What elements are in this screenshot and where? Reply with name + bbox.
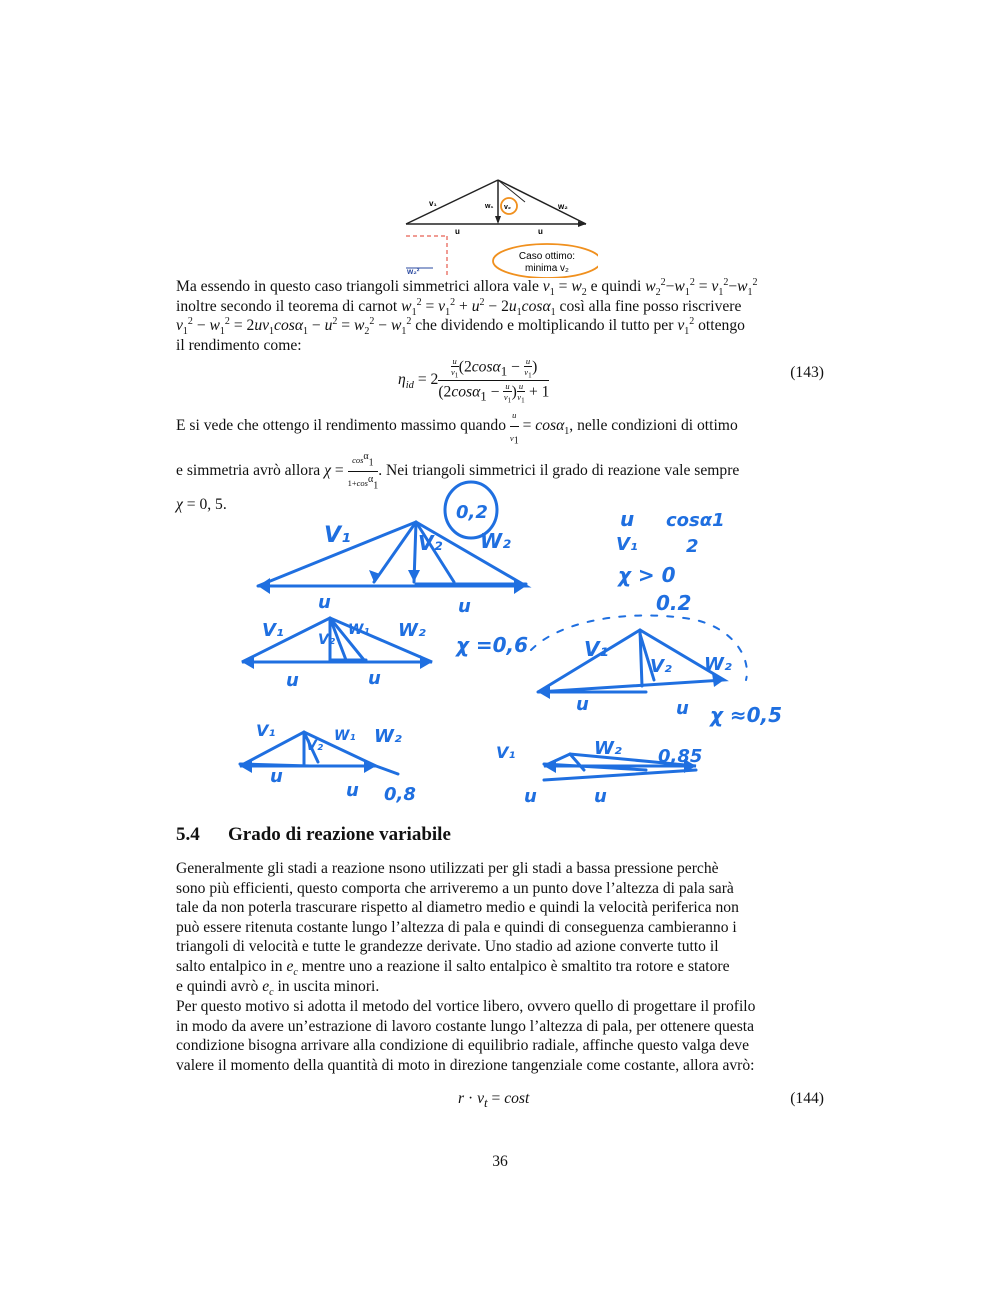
hw-two: 2	[686, 536, 699, 557]
hw-w2-a: W₂	[480, 529, 511, 553]
hw-v1-d: V₁	[256, 721, 276, 740]
label-u-left: u	[455, 227, 460, 236]
hw-val-08: 0,8	[384, 784, 416, 805]
hw-u-a2: u	[458, 596, 471, 617]
hw-w2-c: W₂	[704, 654, 732, 675]
section-number: 5.4	[176, 824, 200, 845]
equation-143: $\eta_{id} = 2$ $\frac{u}{v_1}$ (2cosα$_1$ − $\frac{u}{v_1}$ ) (2cosα$_1$ − $\frac{u}{v_1}$ ) $\frac{u}{v_1}$ + 1 (143)	[398, 356, 824, 405]
section-heading	[176, 824, 451, 846]
hw-w2-e: W₂	[594, 738, 622, 759]
paragraph-free-vortex: Per questo motivo si adotta il metodo del vortice libero, ovvero quello di progettare il profilo in modo da avere un’estrazione di lavoro costante lungo l’altezza di pala, per ottenere questa condizione bisogna arrivare alla condizione di equilibrio radiale, affinche questo valga deve valere il momento della quantità di moto in direzione tangenziale come costante, allora avrò:	[176, 998, 756, 1074]
paragraph-intro: Ma essendo in questo caso triangoli simmetrici allora vale $v_1 = w_2$ e quindi $w_2^2-w_1^2 = v_1^2-w_1^2$ inoltre secondo il teorema di carnot $w_1^2 = v_1^2 + u^2 - 2u_1\cos\alpha_1$ così alla fine posso riscrivere $v_1^2 - w_1^2 = 2uv_1\cos\alpha_1 - u^2 = w_2^2 - w_1^2$ che dividendo e moltiplicando il tutto per $v_1^2$ ottengo il rendimento come:	[176, 276, 758, 354]
callout-line2: minima v₂	[525, 263, 569, 274]
hw-v2-c: V₂	[650, 656, 672, 677]
paragraph-efficiency: E si vede che ottengo il rendimento massimo quando $\frac{u}{v_1}$ = cosα$_1$, nelle condizioni di ottimo e simmetria avrò allora χ = $\frac{\cos^\alpha_1}{1+\cos^\alpha_1}$ . Nei triangoli simmetrici il grado di reazione vale sempre χ = 0, 5.	[176, 404, 824, 516]
equation-number-143: (143)	[790, 364, 824, 381]
handwritten-triangles-sketch	[226, 470, 786, 810]
hw-ratio-den: V₁	[616, 534, 638, 555]
equation-number-144: (144)	[790, 1090, 824, 1107]
hw-v2-d: V₂	[306, 738, 323, 754]
hw-cos-note: cosα1	[666, 510, 725, 531]
hw-approx-02: 0.2	[656, 591, 692, 615]
hw-w1-d: W₁	[334, 728, 356, 744]
hw-w2-d: W₂	[374, 726, 402, 747]
hw-u-c1: u	[576, 694, 589, 715]
hw-v1-a: V₁	[324, 523, 351, 548]
hw-chi-05: χ ≈0,5	[710, 703, 783, 727]
hw-w1-b: W₁	[348, 622, 370, 638]
section-title: Grado di reazione variabile	[228, 824, 451, 845]
label-v2: v₂	[504, 204, 512, 211]
hw-u-a1: u	[318, 592, 331, 613]
label-w1: w₁	[485, 203, 494, 210]
velocity-triangle-figure	[403, 176, 598, 278]
callout-line1: Caso ottimo:	[518, 251, 576, 262]
hw-u-b2: u	[368, 668, 381, 689]
hw-val-085: 0,85	[658, 746, 703, 767]
hw-v1-e: V₁	[496, 743, 516, 762]
hw-ratio-num: u	[620, 507, 635, 531]
hw-u-e2: u	[594, 786, 607, 807]
hw-chi-06: χ =0,6	[456, 633, 529, 657]
paragraph-reaction-stages: Generalmente gli stadi a reazione nsono utilizzati per gli stadi a bassa pressione perchè sono più efficienti, questo comporta che arriveremo a un punto dove l’altezza di pala sarà tale da non poterla trascurare rispetto al diametro medio e quindi la velocità periferica non può essere ritenuta costante lungo l’altezza di pala e quindi di conseguenza cambieranno i triangoli di velocità e tutte le grandezze derivate. Uno stadio ad azione converte tutto il salto entalpico in $e_c$ mentre uno a reazione il salto entalpico è smaltito tra rotore e statore e quindi avrò $e_c$ in uscita minori.	[176, 860, 739, 998]
label-w2: w₂	[558, 202, 568, 211]
label-u-right: u	[538, 227, 543, 236]
hw-u-c2: u	[676, 698, 689, 719]
hw-chi-gt-zero: χ > 0	[618, 563, 676, 587]
hw-u-d1: u	[270, 766, 283, 787]
hw-u-d2: u	[346, 780, 359, 801]
hw-u-e1: u	[524, 786, 537, 807]
hw-v1-b: V₁	[262, 620, 284, 641]
hw-circle-value: 0,2	[456, 502, 488, 523]
page-number: 36	[492, 1153, 508, 1170]
label-w2-squared: w₂²	[407, 267, 420, 276]
hw-u-b1: u	[286, 670, 299, 691]
label-v1: v₁	[429, 199, 437, 208]
equation-144: $r \cdot v_t = \cos t$ (144)	[458, 1090, 824, 1111]
hw-w2-b: W₂	[398, 620, 426, 641]
hw-v1-c: V₁	[584, 637, 609, 661]
hw-v2-b: V₂	[318, 632, 335, 648]
hw-v2-a: V₂	[418, 531, 443, 555]
